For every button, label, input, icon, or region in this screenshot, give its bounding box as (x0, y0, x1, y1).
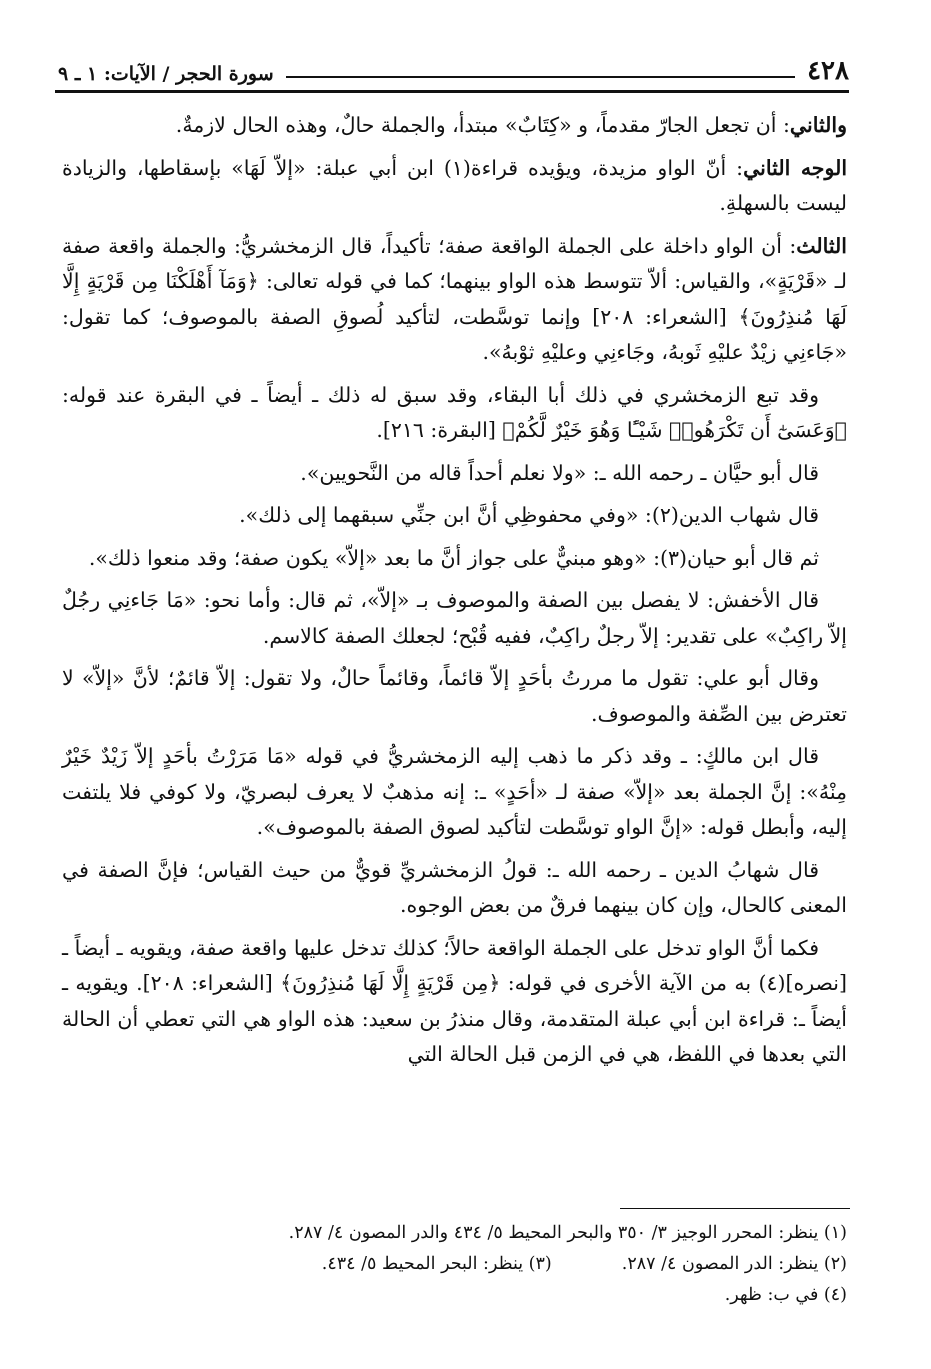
paragraph-text: قال أبو حيَّان ـ رحمه الله ـ: «ولا نعلم أحداً قاله من النَّحويين». (300, 460, 819, 485)
footnote-row (150, 1218, 847, 1249)
paragraph (62, 151, 847, 222)
paragraph-text: فكما أنَّ الواو تدخل على الجملة الواقعة حالاً؛ كذلك تدخل عليها واقعة صفة، ويقويه ـ أيضاً ـ [نصره](٤) به من الآية الأخرى في قوله: ﴿مِن قَرْيَةٍ إِلَّا لَهَا مُنذِرُونَ﴾ [الشعراء: ٢٠٨]. ويقويه ـ أيضاً ـ: قراءة ابن أبي عبلة المتقدمة، وقال منذرُ بن سعيد: هذه الواو هي التي تعطي أن الحالة التي بعدها في اللفظ، هي في الزمن قبل الحالة التي (62, 935, 847, 1066)
paragraph-lead: الثالث (796, 233, 847, 258)
footnotes (150, 1218, 847, 1311)
running-title: سورة الحجر / الآيات: ١ ـ ٩ (58, 63, 274, 85)
footnote-row (150, 1280, 847, 1311)
paragraph (62, 456, 847, 492)
paragraph-text: : أنّ الواو مزيدة، ويؤيده قراءة(١) ابن أبي عبلة: «إلاّ لَهَا» بإسقاطها، والزيادة ليست بالسهلةِ. (62, 155, 847, 215)
paragraph-text: قال شهاب الدين(٢): «وفي محفوظِي أنَّ ابن جنِّي سبقهما إلى ذلك». (239, 503, 819, 527)
paragraph-text: ثم قال أبو حيان(٣): «وهو مبنيٌّ على جواز أنَّ ما بعد «إلاّ» يكون صفة؛ وقد منعوا ذلك». (88, 545, 819, 570)
paragraph-text: وقد تبع الزمخشري في ذلك أبا البقاء، وقد سبق له ذلك ـ أيضاً ـ في البقرة عند قوله: ﴿وَعَسَىٰٓ أَن تَكْرَهُوا۟ شَيْـًٔا وَهُوَ خَيْرٌ لَّكُمْ﴾ [البقرة: ٢١٦]. (62, 382, 847, 442)
paragraph-text: وقال أبو علي: تقول ما مررتُ بأحَدٍ إلاّ قائماً، وقائماً حالٌ، ولا تقول: إلاّ قائمٌ؛ لأنَّ «إلاّ» لا تعترض بين الصِّفة والموصوف. (62, 666, 847, 726)
footnote-2: (٢) ينظر: الدر المصون ٤/ ٢٨٧. (621, 1254, 847, 1274)
paragraph (62, 498, 847, 534)
paragraph-text: قال الأخفش: لا يفصل بين الصفة والموصوف بـ «إلاّ»، ثم قال: وأما نحو: «مَا جَاءنِي رجُلٌ إلاّ راكِبٌ» على تقدير: إلاّ رجلٌ راكِبٌ، ففيه قُبْح؛ لجعلك الصفة كالاسم. (62, 588, 847, 648)
paragraph-text: قال ابن مالكٍ: ـ وقد ذكر ما ذهب إليه الزمخشريُّ في قوله «مَا مَرَرْتُ بأحَدٍ إلاّ زَيْدٌ خَيْرٌ مِنْهُ»: إنَّ الجملة بعد «إلاّ» صفة لـ «أحَدٍ» ـ: إنه مذهبٌ لا يعرف لبصريّ، ولا كوفي فلا يلتفت إليه، وأبطل قوله: «إنَّ الواو توسَّطت لتأكيد لصوق الصفة بالموصوف». (62, 744, 847, 839)
paragraph (62, 853, 847, 924)
paragraph (62, 931, 847, 1073)
header-rule (55, 90, 849, 93)
paragraph (62, 583, 847, 654)
paragraph-text: : أن تجعل الجارّ مقدماً، و «كِتَابٌ» مبتدأ، والجملة حالٌ، وهذه الحال لازمةٌ. (175, 113, 790, 137)
main-text (62, 108, 847, 1080)
paragraph (62, 739, 847, 846)
paragraph (62, 378, 847, 449)
paragraph (62, 541, 847, 577)
paragraph (62, 229, 847, 371)
paragraph-lead: والثاني (789, 113, 847, 137)
page-header (58, 44, 849, 84)
paragraph-text: قال شهابُ الدين ـ رحمه الله ـ: قولُ الزمخشريِّ قويٌّ من حيث القياس؛ فإنَّ الصفة في المعنى كالحال، وإن كان بينهما فرقٌ من بعض الوجوه. (62, 857, 847, 917)
paragraph (62, 661, 847, 732)
footnote-3: (٣) ينظر: البحر المحيط ٥/ ٤٣٤. (321, 1254, 552, 1274)
footnote-4: (٤) في ب: ظهر. (724, 1285, 847, 1305)
footnote-separator (620, 1208, 850, 1209)
paragraph-lead: الوجه الثاني (743, 155, 848, 180)
paragraph (62, 108, 847, 144)
footnote-row (150, 1249, 847, 1280)
header-leader-line (286, 76, 795, 78)
page-number: ٤٢٨ (807, 56, 849, 86)
footnote-1: (١) ينظر: المحرر الوجيز ٣/ ٣٥٠ والبحر المحيط ٥/ ٤٣٤ والدر المصون ٤/ ٢٨٧. (288, 1223, 847, 1243)
paragraph-text: : أن الواو داخلة على الجملة الواقعة صفة؛ تأكيداً، قال الزمخشريُّ: والجملة واقعة صفة لـ «قَرْيَةٍ»، والقياس: ألاّ تتوسط هذه الواو بينهما؛ كما في قوله تعالى: ﴿وَمَآ أَهْلَكْنَا مِن قَرْيَةٍ إِلَّا لَهَا مُنذِرُونَ﴾ [الشعراء: ٢٠٨] وإنما توسَّطت، لتأكيد لُصوقِ الصفة بالموصوف؛ كما تقول: «جَاءنِي زيْدٌ عليْهِ ثَوبهُ، وجَاءنِي وعليْهِ ثوْبهُ». (62, 233, 848, 364)
